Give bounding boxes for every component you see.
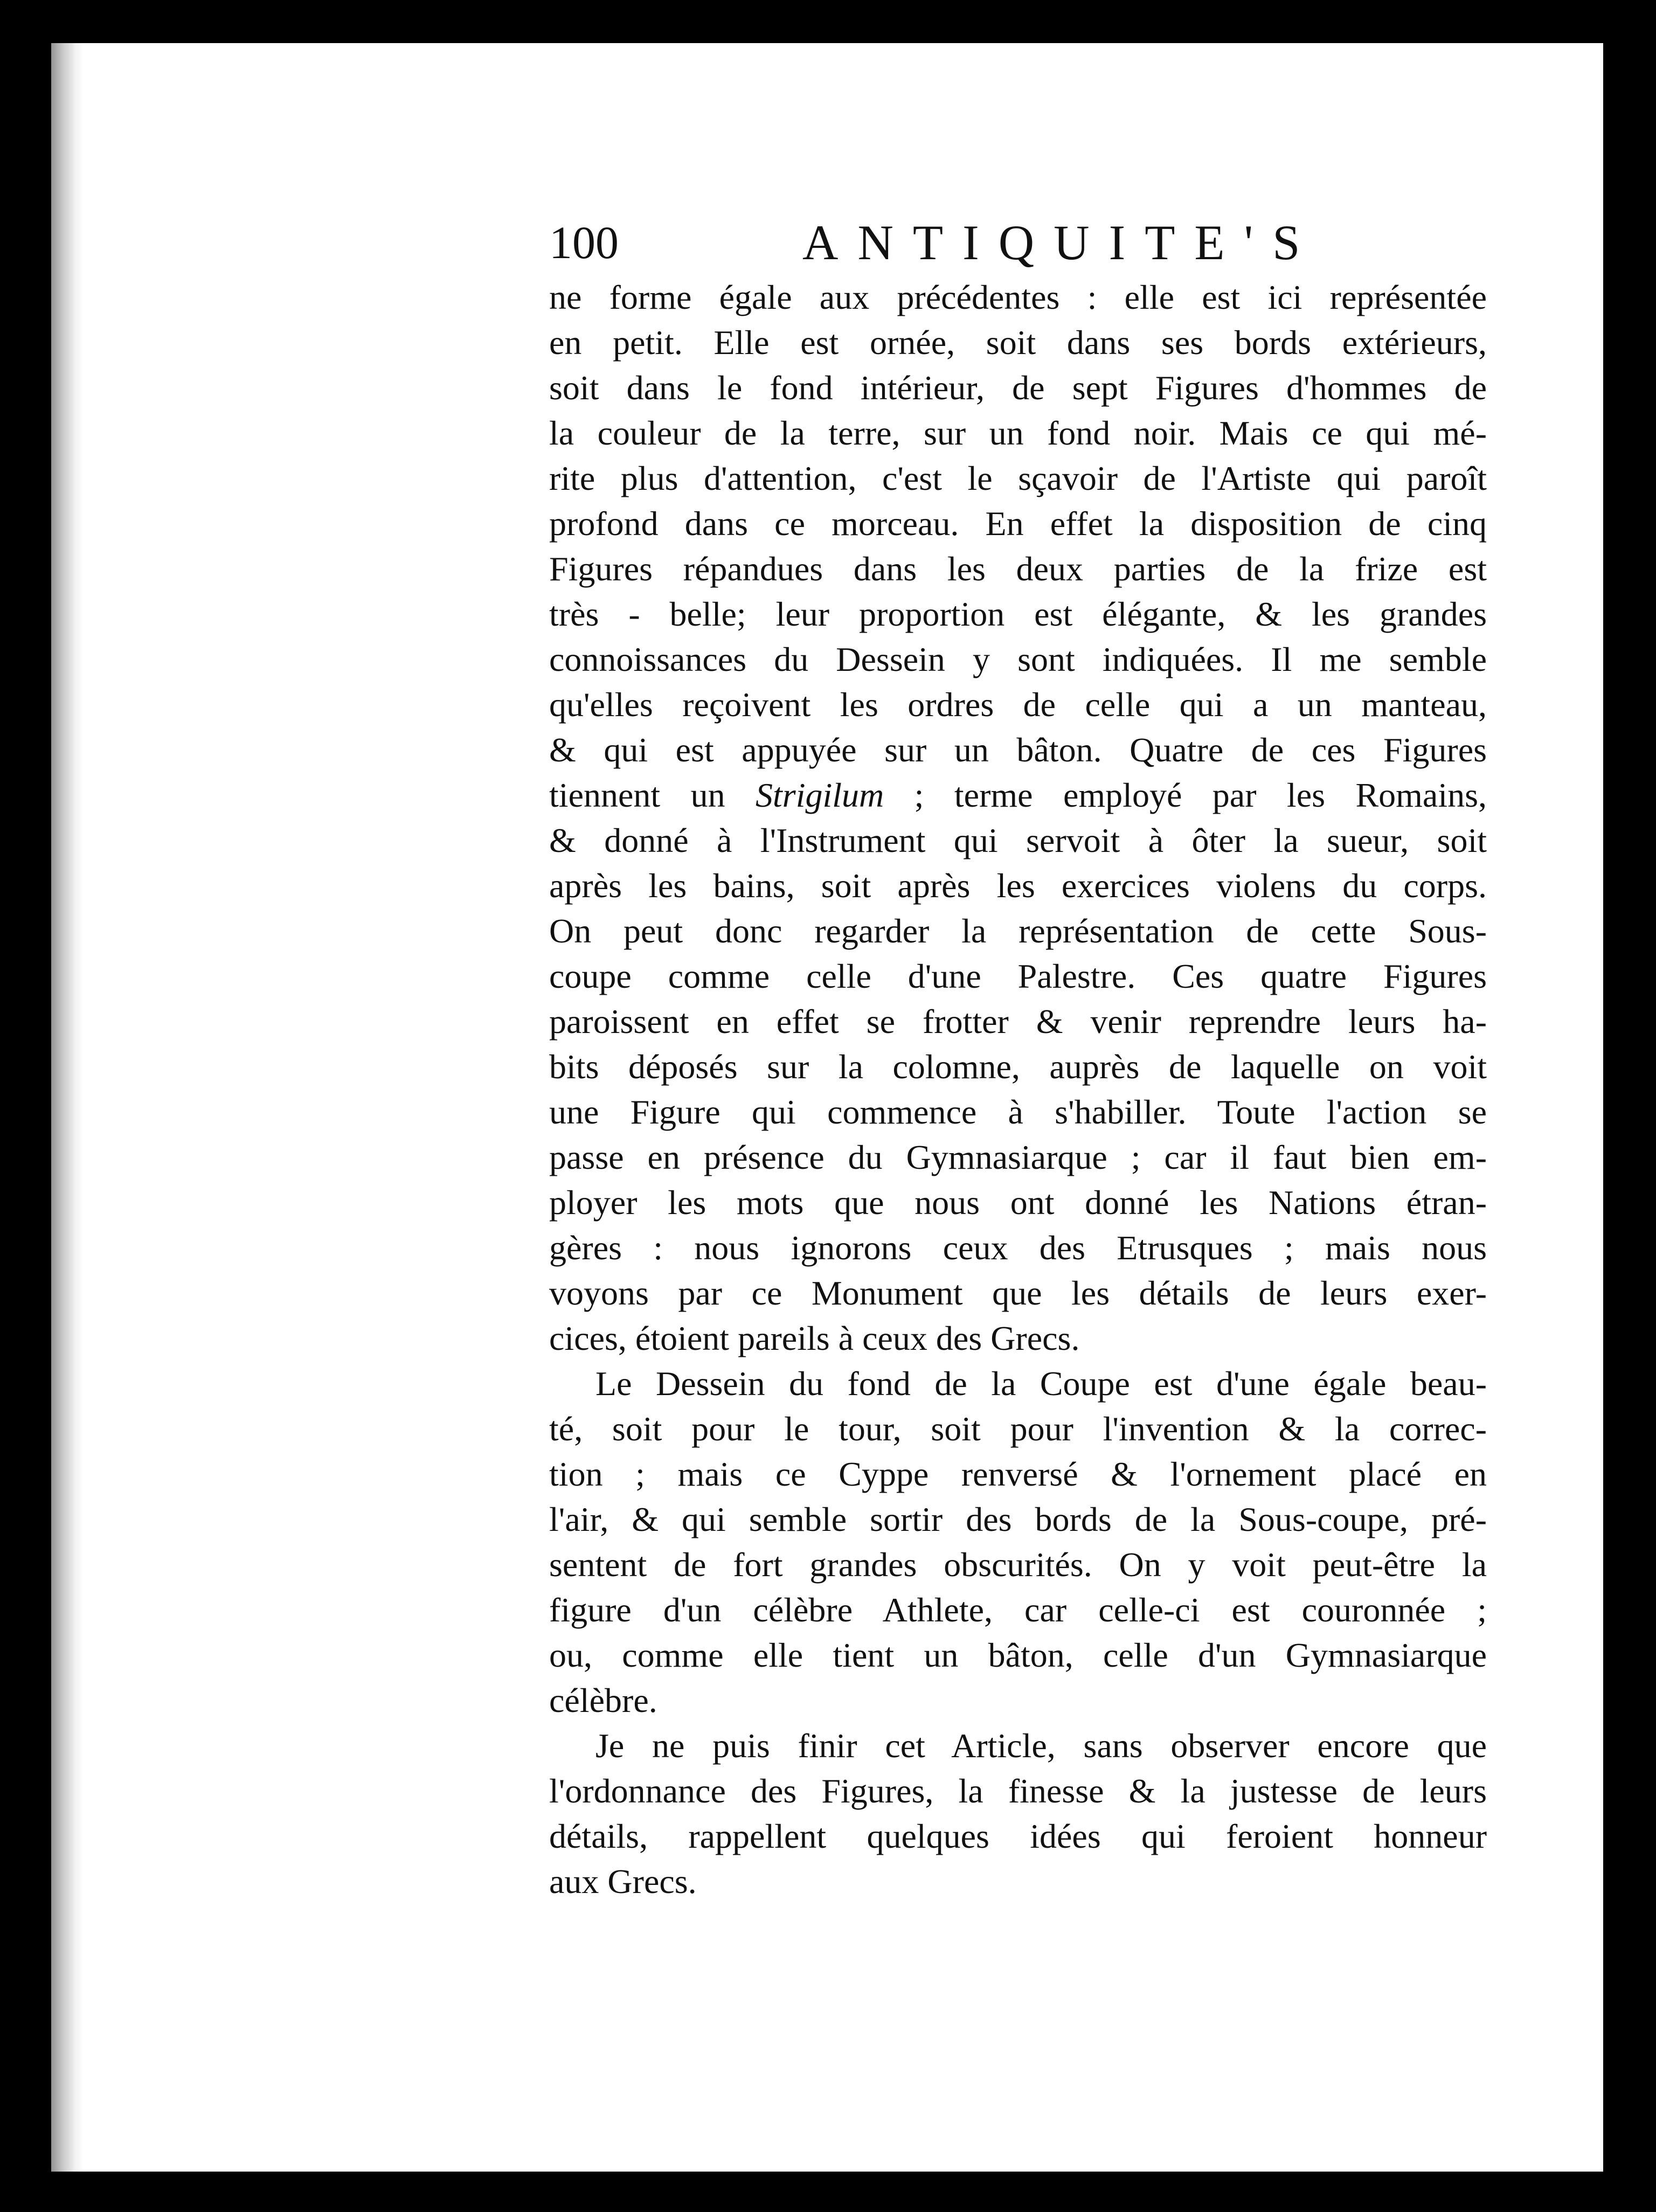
text-line: passe en présence du Gymnasiarque ; car il faut bien em- [549,1138,1487,1176]
text-line: Le Dessein du fond de la Coupe est d'une égale beau- [595,1364,1487,1403]
text-line: Figures répandues dans les deux parties de la frize est [549,550,1487,588]
text-line: l'ordonnance des Figures, la finesse & la justesse de leurs [549,1772,1487,1810]
text-line: aux Grecs. [549,1862,697,1901]
text-line: très - belle; leur proportion est élégante, & les grandes [549,595,1487,633]
text-line: connoissances du Dessein y sont indiquées. Il me semble [549,640,1487,678]
text-line: On peut donc regarder la représentation de cette Sous- [549,912,1487,950]
book-page [51,43,1603,2172]
text-line: soit dans le fond intérieur, de sept Figures d'hommes de [549,369,1487,407]
text-line: & qui est appuyée sur un bâton. Quatre de ces Figures [549,731,1487,769]
running-head [549,210,1487,275]
text-line: té, soit pour le tour, soit pour l'invention & la correc- [549,1410,1487,1448]
text-line: bits déposés sur la colomne, auprès de laquelle on voit [549,1048,1487,1086]
text-line: qu'elles reçoivent les ordres de celle qui a un manteau, [549,685,1487,724]
text-line: ne forme égale aux précédentes : elle est ici représentée [549,278,1487,316]
text-line: coupe comme celle d'une Palestre. Ces quatre Figures [549,957,1487,995]
text-line: après les bains, soit après les exercices violens du corps. [549,866,1487,905]
text-line: célèbre. [549,1681,657,1719]
text-line: la couleur de la terre, sur un fond noir. Mais ce qui mé- [549,414,1487,452]
text-line: sentent de fort grandes obscurités. On y voit peut-être la [549,1545,1487,1584]
text-line: ou, comme elle tient un bâton, celle d'un Gymnasiarque [549,1636,1487,1674]
text-segment: tiennent un [549,776,756,814]
page-number: 100 [549,217,619,268]
text-line: Je ne puis finir cet Article, sans observer encore que [595,1726,1487,1765]
text-segment: ; terme employé par les Romains, [884,776,1487,814]
running-head-title: ANTIQUITE'S [802,215,1320,270]
text-line: rite plus d'attention, c'est le sçavoir de l'Artiste qui paroît [549,459,1487,497]
text-line: voyons par ce Monument que les détails de leurs exer- [549,1274,1487,1312]
text-line [549,773,1487,818]
page-gutter-shadow [51,43,84,2172]
text-line: gères : nous ignorons ceux des Etrusques ; mais nous [549,1229,1487,1267]
text-line: l'air, & qui semble sortir des bords de la Sous-coupe, pré- [549,1500,1487,1538]
italic-term: Strigilum [756,776,884,814]
text-line: une Figure qui commence à s'habiller. Toute l'action se [549,1093,1487,1131]
text-line: paroissent en effet se frotter & venir reprendre leurs ha- [549,1002,1487,1041]
text-line: tion ; mais ce Cyppe renversé & l'ornement placé en [549,1455,1487,1493]
text-line: profond dans ce morceau. En effet la disposition de cinq [549,504,1487,543]
body-text [549,275,1487,1904]
text-line: ployer les mots que nous ont donné les Nations étran- [549,1183,1487,1222]
text-line: & donné à l'Instrument qui servoit à ôter la sueur, soit [549,821,1487,859]
text-line: figure d'un célèbre Athlete, car celle-ci est couronnée ; [549,1591,1487,1629]
text-line: détails, rappellent quelques idées qui feroient honneur [549,1817,1487,1855]
text-line: en petit. Elle est ornée, soit dans ses bords extérieurs, [549,323,1487,362]
text-line: cices, étoient pareils à ceux des Grecs. [549,1319,1080,1357]
